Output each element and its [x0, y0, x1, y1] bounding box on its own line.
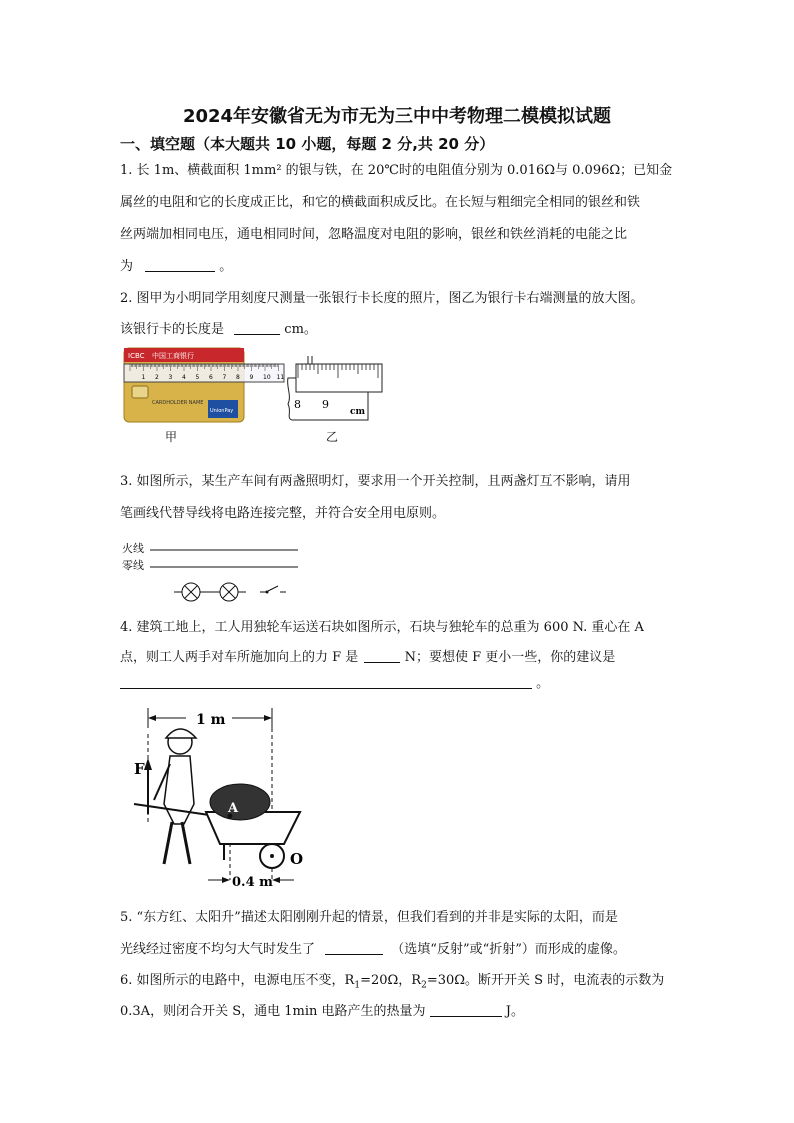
card-brand: ICBC [128, 352, 145, 360]
live-wire-label: 火线 [122, 542, 144, 555]
neutral-wire-label: 零线 [122, 559, 144, 572]
q1-prefix: 为 [120, 259, 134, 274]
ruler-tick-label: 4 [182, 374, 186, 381]
dim-top-arrow-left [148, 715, 156, 721]
ruler-tick-label: 8 [236, 374, 240, 381]
q1-line-4 [120, 257, 232, 277]
q1-line-1: 1. 长 1m、横截面积 1mm² 的银与铁，在 20℃时的电阻值分别为 0.016Ω与 0.096Ω；已知金 [120, 163, 673, 178]
figure-caption-yi: 乙 [326, 430, 339, 444]
lamp-2-icon [220, 583, 238, 601]
unionpay-text: UnionPay [210, 408, 234, 414]
q3-line-2: 笔画线代替导线将电路连接完整，并符合安全用电原则。 [120, 506, 446, 521]
ruler-tick-label: 5 [195, 374, 200, 381]
point-o-label: O [290, 850, 304, 868]
q2-line-2 [120, 320, 317, 340]
zoom-tick-8: 8 [294, 398, 301, 411]
q2-suffix: cm。 [284, 322, 317, 337]
card-holder: CARDHOLDER NAME [152, 400, 204, 406]
r1-subscript: 1 [354, 980, 361, 991]
force-label: F [134, 760, 145, 778]
worker-leg-right [182, 822, 190, 864]
q4-answer-blank-2[interactable] [120, 674, 532, 689]
card-bank-name: 中国工商银行 [152, 352, 194, 360]
q5-prefix: 光线经过密度不均匀大气时发生了 [120, 942, 316, 957]
worker-helmet [166, 729, 196, 738]
q3-line-1: 3. 如图所示，某生产车间有两盏照明灯，要求用一个开关控制，且两盏灯互不影响，请用 [120, 474, 631, 489]
q2-answer-blank[interactable] [234, 320, 280, 335]
card-chip [132, 386, 148, 398]
q6-line-1 [120, 971, 664, 996]
q6-line2-prefix: 0.3A，则闭合开关 S，通电 1min 电路产生的热量为 [120, 1004, 426, 1019]
lamp-1-icon [182, 583, 200, 601]
q5-line-1: 5. “东方红、太阳升”描述太阳刚刚升起的情景，但我们看到的并非是实际的太阳，而是 [120, 910, 618, 925]
q4-prefix: 点，则工人两手对车所施加向上的力 F 是 [120, 650, 359, 665]
ruler-tick-label: 7 [222, 374, 227, 381]
point-a-label: A [228, 801, 239, 816]
ruler-tick-label: 3 [168, 374, 173, 381]
dim-bottom-label: 0.4 m [232, 875, 273, 890]
zoom-tick-9: 9 [322, 398, 329, 411]
q6-post: =30Ω。断开开关 S 时，电流表的示数为 [426, 973, 665, 988]
q6-prefix: 6. 如图所示的电路中，电源电压不变，R [120, 973, 355, 988]
ruler-tick-label: 11 [276, 374, 285, 381]
ruler-tick-label: 10 [263, 374, 271, 381]
zoom-unit: cm [350, 407, 366, 417]
wheelbarrow-figure [124, 704, 314, 894]
page-title: 2024年安徽省无为市无为三中中考物理二模模拟试题 [182, 106, 612, 127]
q6-line2-suffix: J。 [505, 1004, 524, 1019]
figure-caption-jia: 甲 [165, 430, 178, 444]
zoom-ruler-figure [286, 356, 386, 420]
section-heading: 一、填空题（本大题共 10 小题，每题 2 分,共 20 分） [120, 135, 495, 153]
q5-line-2 [120, 940, 626, 960]
q4-line-2 [120, 648, 615, 668]
q4-line-1: 4. 建筑工地上，工人用独轮车运送石块如图所示，石块与独轮车的总重为 600 N. 重心在 A [120, 620, 644, 635]
ruler-tick-label: 1 [141, 374, 146, 381]
q4-line-3 [120, 674, 549, 694]
q1-line-3: 丝两端加相同电压，通电相同时间，忽略温度对电阻的影响，银丝和铁丝消耗的电能之比 [120, 227, 628, 242]
q1-suffix: 。 [219, 259, 233, 274]
dim-bottom-arrow-left [222, 877, 230, 883]
worker-leg-left [164, 822, 172, 864]
q4-answer-blank-1[interactable] [364, 648, 400, 663]
q6-line-2 [120, 1002, 524, 1022]
q2-prefix: 该银行卡的长度是 [120, 322, 225, 337]
ruler-tick-label: 9 [249, 374, 254, 381]
force-arrow-head [144, 758, 152, 770]
zoom-ruler [296, 364, 382, 392]
bank-card-figure [122, 346, 292, 424]
q4-middle: N；要想使 F 更小一些，你的建议是 [404, 650, 616, 665]
break-marks [308, 356, 312, 364]
q4-suffix: 。 [536, 676, 550, 691]
circuit-diagram [120, 540, 300, 600]
dim-top-label: 1 m [196, 712, 226, 728]
stone-load [210, 784, 270, 820]
q6-mid: =20Ω，R [360, 973, 422, 988]
wheel-axle [270, 854, 274, 858]
q1-line-2: 属丝的电阻和它的长度成正比，和它的横截面积成反比。在长短与粗细完全相同的银丝和铁 [120, 195, 641, 210]
q6-answer-blank[interactable] [430, 1002, 502, 1017]
q2-line-1: 2. 图甲为小明同学用刻度尺测量一张银行卡长度的照片，图乙为银行卡右端测量的放大图。 [120, 291, 644, 306]
dim-top-arrow-right [264, 715, 272, 721]
q1-answer-blank[interactable] [145, 257, 215, 272]
ruler-tick-label: 6 [209, 374, 213, 381]
q5-answer-blank[interactable] [325, 940, 383, 955]
ruler-tick-label: 2 [155, 374, 159, 381]
q5-suffix: （选填“反射”或“折射”）而形成的虚像。 [391, 942, 626, 957]
switch-icon [260, 586, 286, 594]
r2-subscript: 2 [421, 980, 427, 991]
